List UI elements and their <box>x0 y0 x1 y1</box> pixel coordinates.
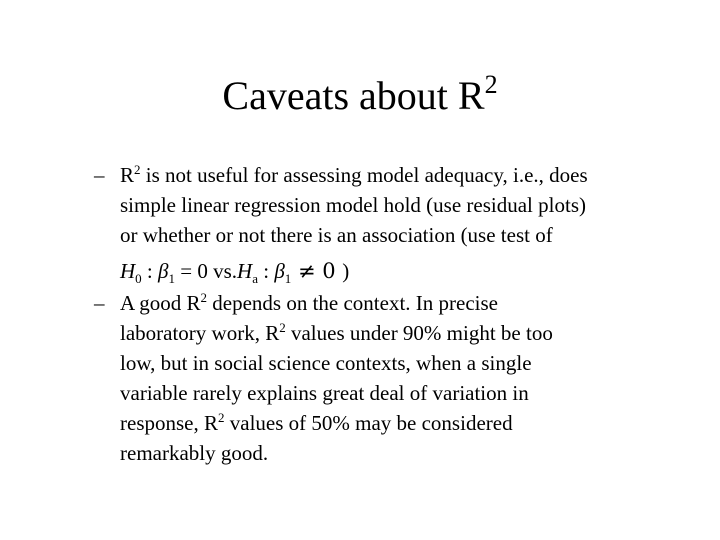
bullet-line: laboratory work, $R^2$ values under 90% might be too <box>120 320 553 345</box>
bullet-dash: – <box>94 163 105 187</box>
text-segment: is not useful for assessing model adequacy, i.e., does <box>140 163 588 187</box>
bullet-line: remarkably good. <box>120 441 269 465</box>
bullet-line: simple linear regression model hold (use residual plots) <box>120 193 586 217</box>
null-hypothesis: $H_0$ : $\beta_1 = 0$ <box>120 259 214 286</box>
bullet-item-r2-adequacy <box>94 160 654 288</box>
superscript-2: 2 <box>218 410 225 425</box>
bullet-line: variable rarely explains great deal of variation in <box>120 381 529 405</box>
text-r: R <box>120 163 135 187</box>
bullet-line: A good $R^2$ depends on the context. In precise <box>120 290 499 315</box>
closing-paren: ) <box>342 259 350 283</box>
bullet-dash: – <box>94 291 105 315</box>
bullet-line: low, but in social science contexts, when a single <box>120 351 532 375</box>
bullet-item-good-r2-context <box>94 288 654 468</box>
slide-title <box>0 66 720 126</box>
slide-title-superscript: 2 <box>484 70 498 99</box>
slide-title-text: Caveats about R <box>222 73 485 118</box>
bullet-line: response, $R^2$ values of 50% may be considered <box>120 410 513 435</box>
bullet-line <box>120 160 654 190</box>
hypothesis-line <box>120 250 654 288</box>
superscript-2: 2 <box>200 290 208 305</box>
vs-label: vs. <box>213 259 238 283</box>
superscript-2: 2 <box>134 162 141 177</box>
bullet-line: or whether or not there is an association (use test of <box>120 223 553 247</box>
bullet-list <box>94 160 654 468</box>
superscript-2: 2 <box>279 320 286 335</box>
alternative-hypothesis: $H_a$ : $\beta_1 \ne 0$ <box>237 259 343 286</box>
